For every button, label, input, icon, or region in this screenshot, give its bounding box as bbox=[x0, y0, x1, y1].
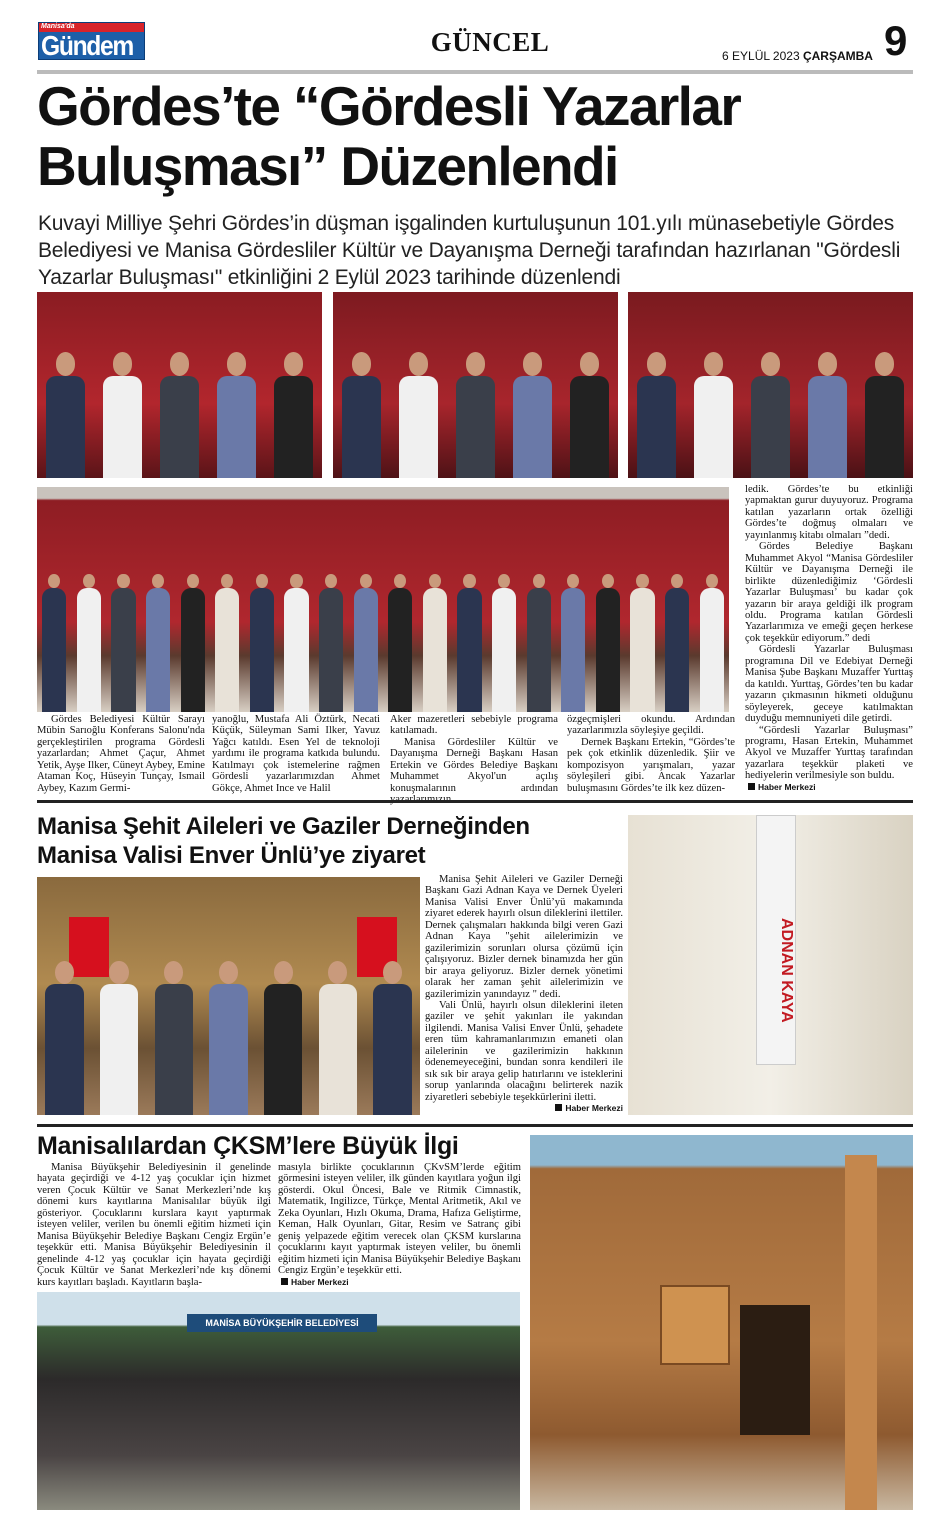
person-figure bbox=[100, 984, 138, 1115]
person-head bbox=[466, 352, 486, 376]
photo-plaque-ceremony-1 bbox=[37, 292, 322, 478]
paragraph: Aker mazeretleri sebebiyle programa katılamadı. bbox=[390, 714, 558, 737]
article-divider bbox=[37, 800, 913, 803]
person-head bbox=[567, 574, 579, 589]
person-head bbox=[463, 574, 475, 589]
byline: Haber Merkezi bbox=[291, 1276, 349, 1287]
person-head bbox=[352, 352, 372, 376]
building-sign bbox=[187, 1314, 377, 1332]
person-figure bbox=[319, 984, 357, 1115]
article1-column-1 bbox=[37, 714, 205, 794]
photo-plaque-ceremony-3 bbox=[628, 292, 913, 478]
person-figure bbox=[146, 588, 170, 712]
article2-body bbox=[425, 874, 623, 1115]
person-figure bbox=[181, 588, 205, 712]
person-head bbox=[328, 961, 347, 984]
photo-governor-office-visit bbox=[37, 877, 420, 1115]
person-head bbox=[360, 574, 372, 589]
person-head bbox=[580, 352, 600, 376]
person-head bbox=[523, 352, 543, 376]
person-head bbox=[602, 574, 614, 589]
person-figure bbox=[42, 588, 66, 712]
headline-line: Manisa Valisi Enver Ünlü’ye ziyaret bbox=[37, 842, 426, 869]
person-head bbox=[818, 352, 838, 376]
paragraph: Dernek Başkanı Ertekin, “Gördes’te pek çok etkinlik düzenledik. Şiir ve kompozisyon yarışmaları, yazar söyleşileri gibi. Ancak Yazarlar buluşmasını Gördes’te ilk kez düzen- bbox=[567, 736, 735, 794]
person-head bbox=[394, 574, 406, 589]
person-figure bbox=[274, 376, 314, 478]
person-head bbox=[284, 352, 304, 376]
person-head bbox=[533, 574, 545, 589]
date-text: 6 EYLÜL 2023 bbox=[722, 49, 800, 63]
person-head bbox=[706, 574, 718, 589]
paragraph: masıyla birlikte çocuklarının ÇKvSM’lerde eğitim görmesini isteyen veliler, ilk günden kayıtlara yoğun ilgi gösterdi. Okul Öncesi, Bale ve Ritmik Cimnastik, Matematik, Ingilizce, Türkçe, Mental Aritmetik, Akıl ve Zeka Oyunları, Hızlı Okuma, Drama, Hafıza Geliştirme, Keman, Halk Oyunları, Gitar, Resim ve Satranç gibi geniş yelpazede eğitim verecek olan ÇKSM kurslarına çocuklarını kayıt yaptırmak isteyen veliler, bu önemli eğitim hizmeti için Manisa Büyükşehir Belediye Başkanı Cengiz Ergün’e teşekkür etti. bbox=[278, 1162, 521, 1277]
person-figure bbox=[319, 588, 343, 712]
person-head bbox=[48, 574, 60, 589]
person-figure bbox=[570, 376, 610, 478]
logo-name: Gündem bbox=[41, 30, 134, 61]
person-figure bbox=[209, 984, 247, 1115]
person-figure bbox=[808, 376, 848, 478]
person-head bbox=[221, 574, 233, 589]
person-head bbox=[187, 574, 199, 589]
person-head bbox=[290, 574, 302, 589]
person-figure bbox=[373, 984, 411, 1115]
person-head bbox=[274, 961, 293, 984]
person-figure bbox=[250, 588, 274, 712]
person-head bbox=[875, 352, 895, 376]
person-head bbox=[113, 352, 133, 376]
person-figure bbox=[527, 588, 551, 712]
person-head bbox=[55, 961, 74, 984]
person-head bbox=[383, 961, 402, 984]
person-figure bbox=[865, 376, 905, 478]
person-head bbox=[761, 352, 781, 376]
person-head bbox=[256, 574, 268, 589]
sash-text: ADNAN KAYA bbox=[778, 917, 795, 1023]
headline-line: Manisa Şehit Aileleri ve Gaziler Derneğinden bbox=[37, 813, 530, 840]
window-shutter bbox=[660, 1285, 730, 1365]
issue-date bbox=[722, 49, 873, 63]
article3-headline: Manisalılardan ÇKSM’lere Büyük İlgi bbox=[37, 1132, 459, 1160]
article1-headline bbox=[37, 76, 740, 196]
wooden-pillar bbox=[845, 1155, 877, 1510]
doorway bbox=[740, 1305, 810, 1435]
person-head bbox=[152, 574, 164, 589]
article3-column-1 bbox=[37, 1162, 271, 1288]
article1-column-4 bbox=[567, 714, 735, 794]
person-head bbox=[409, 352, 429, 376]
paragraph: Manisa Gördesliler Kültür ve Dayanışma Derneği Başkanı Hasan Ertekin ve Gördes Belediye Başkanı Muhammet Akyol'un açılış konuşmalarının ardından bbox=[390, 736, 558, 794]
person-figure bbox=[215, 588, 239, 712]
article1-column-5 bbox=[745, 484, 913, 793]
paragraph: Gördesli Yazarlar Buluşması programına Dil ve Edebiyat Derneği Manisa Şube Başkanı Muzaffer Yurttaş da katıldı. Yurttaş, Gördes’ten bu kadar yazarın çıkmasının hikmeti olduğunu söyleyerek, geceye katılmaktan duyduğu memnuniyeti dile getirdi. bbox=[745, 644, 913, 725]
person-head bbox=[117, 574, 129, 589]
paragraph: Manisa Büyükşehir Belediyesinin il genelinde hayata geçirdiği ve 4-12 yaş çocuklar için hizmet veren Çocuk Kültür ve Sanat Merkezleri’nde kış dönemi kurs kayıtlarına Manisalılar büyük ilgi gösteriyor. Çocuklarını kurslara kayıt yaptırmak isteyen veliler, verilen bu önemli eğitim hizmeti için Manisa Büyükşehir Belediye Başkanı Cengiz Ergün’e teşekkür etti. Manisa Büyükşehir Belediyesinin il genelinde 4-12 yaş çocuklar için hayata geçirdiği Çocuk Kültür ve Sanat Merkezleri’nde kış dönemi kurs kayıtları başladı. Kayıtların başla- bbox=[37, 1162, 271, 1288]
article3-column-2 bbox=[278, 1162, 521, 1288]
person-head bbox=[109, 961, 128, 984]
person-figure bbox=[596, 588, 620, 712]
photo-cksm-building-registration bbox=[37, 1292, 520, 1510]
person-figure bbox=[103, 376, 143, 478]
paragraph: özgeçmişleri okundu. Ardından yazarlarımızla söyleşiye geçildi. bbox=[567, 714, 735, 737]
section-title: GÜNCEL bbox=[430, 27, 550, 57]
person-head bbox=[636, 574, 648, 589]
person-head bbox=[164, 961, 183, 984]
article-divider bbox=[37, 1124, 913, 1127]
person-head bbox=[56, 352, 76, 376]
person-head bbox=[671, 574, 683, 589]
person-head bbox=[219, 961, 238, 984]
person-head bbox=[704, 352, 724, 376]
person-figure bbox=[342, 376, 382, 478]
paragraph: “Gördesli Yazarlar Buluşması” programı, Hasan Ertekin, Muhammet Akyol ve Muzaffer Yurttaş tarafından yazarlara teşekkür plaketi ve hediyelerin verilmesiyle son buldu. bbox=[745, 724, 913, 782]
person-figure bbox=[77, 588, 101, 712]
person-figure bbox=[46, 376, 86, 478]
person-head bbox=[647, 352, 667, 376]
commemorative-sash bbox=[756, 815, 796, 1065]
photo-plaque-ceremony-2 bbox=[333, 292, 618, 478]
person-figure bbox=[354, 588, 378, 712]
paragraph: ledik. Gördes’te bu etkinliği yapmaktan gurur duyuyoruz. Programa katılan yazarların ortak özelliği Gördes’te doğmuş olmaları ve yayınlanmış kitabı olmaları ”dedi. bbox=[745, 484, 913, 541]
photo-sash-presentation bbox=[628, 815, 913, 1115]
person-figure bbox=[160, 376, 200, 478]
person-head bbox=[325, 574, 337, 589]
person-head bbox=[170, 352, 190, 376]
weekday-text: ÇARŞAMBA bbox=[802, 49, 873, 63]
person-head bbox=[227, 352, 247, 376]
paragraph: Manisa Şehit Aileleri ve Gaziler Derneği Başkanı Gazi Adnan Kaya ve Dernek Üyeleri Manisa Valisi Enver Ünlü’yü makamında ziyaret ederek hayırlı olsun dileklerini ilettiler. Dernek çalışmaları hakkında bilgi veren Gazi Adnan Kaya "şehit ailelerimizin ve gazilerimizin sorunları olursa çözümü için çalışıyoruz. Bizler dernek binamızda her gün bir araya geliyoruz. Bizler dernek yönetimi olarak her zaman şehit ailelerimizin ve gazilerimizin yanındayız " dedi. bbox=[425, 874, 623, 1000]
person-head bbox=[429, 574, 441, 589]
person-figure bbox=[513, 376, 553, 478]
person-figure bbox=[111, 588, 135, 712]
sign-text: MANİSA BÜYÜKŞEHİR BELEDİYESİ bbox=[205, 1318, 359, 1328]
paragraph: Vali Ünlü, hayırlı olsun dileklerini ileten gaziler ve şehit yakınları ile yakından ilgilendi. Manisa Valisi Enver Ünlü, şehadete eren tüm kahramanlarımızın emaneti olan ailelerinin ve gazilerimizin hakkının ödenemeyeceğini, bundan sonra kendileri ile sık sık bir araya gelip hatırlarını ve isteklerini sorup yanlarında olacağını belirterek nazik ziyaretleri sebebiyle teşekkürlerini iletti. bbox=[425, 999, 623, 1103]
flag-left bbox=[69, 917, 109, 977]
byline: Haber Merkezi bbox=[565, 1103, 623, 1114]
person-figure bbox=[45, 984, 83, 1115]
person-figure bbox=[694, 376, 734, 478]
article2-headline bbox=[37, 812, 530, 870]
person-figure bbox=[423, 588, 447, 712]
person-figure bbox=[700, 588, 724, 712]
byline: Haber Merkezi bbox=[758, 781, 816, 792]
headline-line: Gördes’te “Gördesli Yazarlar bbox=[37, 75, 741, 137]
person-figure bbox=[637, 376, 677, 478]
person-figure bbox=[630, 588, 654, 712]
person-figure bbox=[264, 984, 302, 1115]
person-figure bbox=[665, 588, 689, 712]
person-figure bbox=[388, 588, 412, 712]
person-figure bbox=[155, 984, 193, 1115]
end-mark-icon bbox=[281, 1278, 288, 1285]
person-head bbox=[498, 574, 510, 589]
person-figure bbox=[561, 588, 585, 712]
header-divider bbox=[37, 70, 913, 74]
person-figure bbox=[457, 588, 481, 712]
photo-group-writers bbox=[37, 487, 729, 712]
headline-line: Buluşması” Düzenlendi bbox=[37, 135, 618, 197]
page-number: 9 bbox=[884, 17, 908, 64]
person-figure bbox=[217, 376, 257, 478]
photo-wooden-cksm-building bbox=[530, 1135, 913, 1510]
end-mark-icon bbox=[555, 1104, 562, 1111]
logo-tagline: Manisa'da bbox=[41, 23, 75, 30]
paragraph: yanoğlu, Mustafa Ali Öztürk, Necati Küçük, Süleyman Sami Ilker, Yavuz Yağcı katıldı. Esen Yel de teknoloji yardımı ile programa katkıda bulundu. Katılmayı çok istemelerine rağmen Gördesli yazarlarımızdan Ahmet Gökçe, Ahmet Ince ve Halil bbox=[212, 714, 380, 794]
person-head bbox=[83, 574, 95, 589]
person-figure bbox=[399, 376, 439, 478]
end-mark-icon bbox=[748, 783, 755, 790]
person-figure bbox=[284, 588, 308, 712]
person-figure bbox=[456, 376, 496, 478]
paragraph: Gördes Belediye Başkanı Muhammet Akyol “Manisa Gördesliler Kültür ve Dayanışma Derneği ile birlikte düzenlediğimiz ‘Gördesli Yazarlar Buluşması’ bu kadar çok yazarın bir araya geldiği ilk program oldu. Programa katılan Gördesli Yazarlarımıza ve emeği geçen herkese çok teşekkür ediyorum.” dedi bbox=[745, 541, 913, 644]
paragraph: Gördes Belediyesi Kültür Sarayı Mübin Sarıoğlu Konferans Salonu'nda gerçekleştirilen programa Gördesli yazarlardan; Ahmet Çaçur, Ahmet Yetik, Ayşe Ilker, Cüneyt Aybey, Emine Ataman Koç, Hüseyin Tunçay, Ismail Aybey, Kazım Germi- bbox=[37, 714, 205, 794]
person-figure bbox=[751, 376, 791, 478]
article1-column-2 bbox=[212, 714, 380, 794]
person-figure bbox=[492, 588, 516, 712]
article1-column-3 bbox=[390, 714, 558, 806]
article1-deck: Kuvayi Milliye Şehri Gördes’in düşman işgalinden kurtuluşunun 101.yılı münasebetiyle Gördes Belediyesi ve Manisa Gördesliler Kültür ve Dayanışma Derneği tarafından hazırlanan "Gördesli Yazarlar Buluşması" etkinliğini 2 Eylül 2023 tarihinde düzenlendi bbox=[38, 212, 901, 289]
